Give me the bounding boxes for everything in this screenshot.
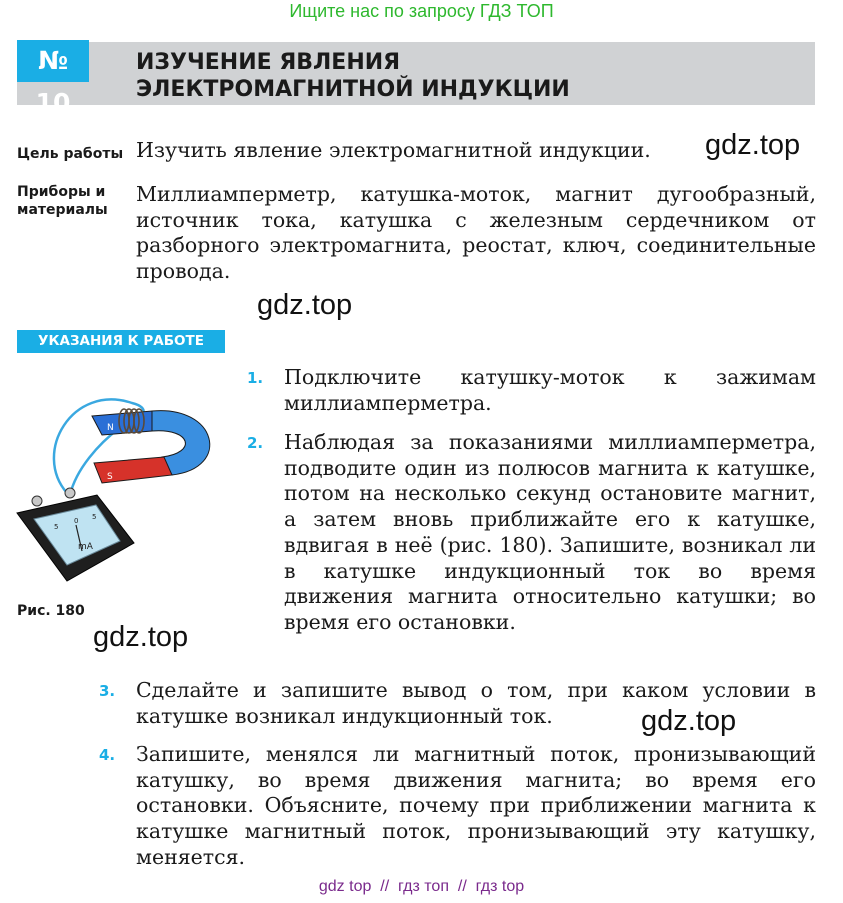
meter-terminal-right — [65, 488, 75, 498]
page-title — [136, 49, 570, 103]
magnet-south-arm — [94, 457, 172, 483]
figure-caption: Рис. 180 — [17, 603, 85, 619]
step-1-number: 1. — [247, 369, 264, 387]
step-4-text: Запишите, менялся ли магнитный поток, пронизывающий катушку, во время движения магнита; во время его остановки. Объясните, почему при приближении магнита к катушке магнитный поток, пронизывающий эту катушку, меняется. — [136, 742, 816, 869]
top-banner[interactable]: Ищите нас по запросу ГДЗ ТОП — [289, 1, 554, 21]
step-2-number: 2. — [247, 434, 264, 452]
step-3-text: Сделайте и запишите вывод о том, при каком условии в катушке возникал индукционный ток. — [136, 678, 816, 728]
figure-coil-magnet-meter — [12, 383, 244, 593]
step-1-text: Подключите катушку-моток к зажимам миллиамперметра. — [284, 365, 816, 415]
watermark: gdz.top — [257, 289, 353, 321]
step-3-number: 3. — [99, 682, 116, 700]
watermark: gdz.top — [641, 705, 737, 737]
footer-links[interactable]: gdz top // гдз топ // гдз top — [318, 878, 525, 895]
goal-text: Изучить явление электромагнитной индукции. — [136, 138, 651, 162]
goal-label: Цель работы — [17, 146, 124, 162]
title-line-2: ЭЛЕКТРОМАГНИТНОЙ ИНДУКЦИИ — [136, 77, 570, 102]
lab-number-badge: № 10 — [17, 40, 89, 82]
watermark: gdz.top — [93, 621, 189, 653]
meter-scale-left: 5 — [54, 523, 59, 531]
magnet-south-label: S — [107, 472, 113, 482]
section-label: УКАЗАНИЯ К РАБОТЕ — [17, 330, 225, 353]
meter-scale-zero: 0 — [74, 517, 79, 525]
meter-scale-right: 5 — [92, 513, 97, 521]
magnet-north-label: N — [107, 423, 114, 433]
materials-label: Приборы и материалы — [17, 184, 108, 218]
meter-unit: mA — [78, 542, 93, 552]
step-4-number: 4. — [99, 746, 116, 764]
title-line-1: ИЗУЧЕНИЕ ЯВЛЕНИЯ — [136, 50, 401, 75]
watermark: gdz.top — [705, 129, 801, 161]
step-2-text: Наблюдая за показаниями миллиамперметра, подводите один из полюсов магнита к катушке, потом на несколько секунд остановите магнит, а затем вновь приближайте его к катушке, вдвигая в неё (рис. 180). Запишите, возникал ли в катушке индукционный ток во время движения магнита относительно катушки; во время его остановки. — [284, 430, 816, 634]
materials-text: Миллиамперметр, катушка-моток, магнит дугообразный, источник тока, катушка с железным сердечником от разборного электромагнита, реостат, ключ, соединительные провода. — [136, 182, 816, 284]
meter-terminal-left — [32, 496, 42, 506]
